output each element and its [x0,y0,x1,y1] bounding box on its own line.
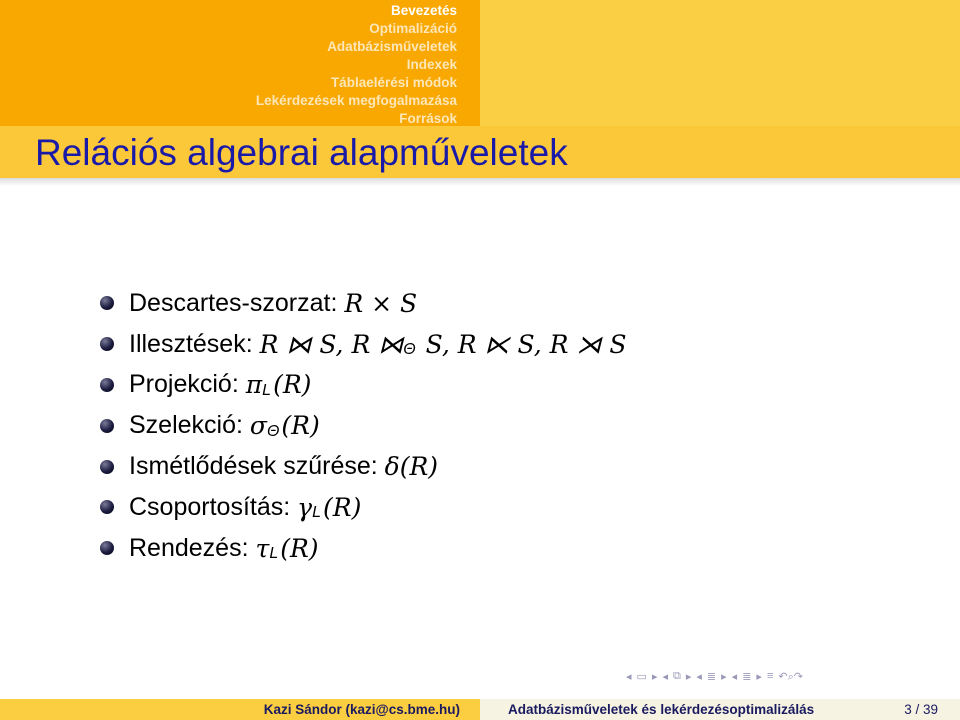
bullet-icon [100,541,114,555]
arrow-right-icon[interactable]: ▸ [756,671,762,683]
section-icon[interactable]: ≣ [706,671,717,683]
bullet-formula: γ [297,492,313,522]
bullet-icon [100,337,114,351]
bullet-subscript: L [269,545,279,563]
bullet-icon [100,378,114,392]
bullet-descartes [100,283,626,324]
bullet-label: Rendezés: [129,533,256,562]
bullet-csoportositas [100,487,626,528]
slide-title: Relációs algebrai alapműveletek [35,132,568,173]
footer [0,699,960,720]
bullet-label: Descartes-szorzat: [129,288,345,317]
bullet-label: Csoportosítás: [129,492,298,521]
bullet-ismetlodesek [100,446,626,487]
arrow-right-icon[interactable]: ▸ [721,671,727,683]
nav-item-lekerdezesek[interactable]: Lekérdezések megfogalmazása [255,93,457,108]
bullet-formula: σ [249,411,267,441]
arrow-right-icon[interactable]: ▸ [651,671,658,683]
bullet-icon [100,296,114,310]
bullet-label: Ismétlődések szűrése: [129,452,385,481]
bullet-icon [100,419,114,433]
bullet-illesztesek [100,324,626,365]
subsection-panel [480,0,960,126]
bullet-projekcio [100,365,626,406]
bullet-subscript: L [262,381,272,399]
bullet-formula: π [245,370,263,400]
arrow-left-icon[interactable]: ◂ [626,671,632,683]
bullet-label: Illesztések: [129,329,260,358]
bullet-formula: τ [255,533,270,563]
bullet-label: Szelekció: [129,411,250,440]
bullet-subscript: Θ [266,422,280,440]
bullet-formula-rest: (R) [273,370,312,400]
nav-item-optimalizacio[interactable]: Optimalizáció [369,21,457,36]
nav-item-adatbazismuveletek[interactable]: Adatbázisműveletek [327,39,457,54]
nav-item-tablaeleresi-modok[interactable]: Táblaelérési módok [330,75,457,90]
search-back-icon[interactable]: ↶⌕↷ [778,671,803,683]
bullet-formula-rest: S, R ⋉ S, R ⋊ S [417,329,627,359]
bullet-formula-rest: (R) [281,411,320,441]
nav-item-bevezetes[interactable]: Bevezetés [390,3,457,18]
frame-icon[interactable]: ▭ [636,671,647,683]
bullet-subscript: L [312,504,321,522]
arrow-left-icon[interactable]: ◂ [731,671,738,683]
footer-author: Kazi Sándor (kazi@cs.bme.hu) [0,699,480,720]
bullet-szelekcio [100,405,626,446]
section-icon[interactable]: ≣ [742,671,752,683]
bullet-icon [100,460,114,474]
footer-info [480,699,960,720]
bullet-formula-rest: (R) [280,533,319,563]
arrow-left-icon[interactable]: ◂ [696,671,702,683]
bullet-formula: R ⋈ S, R ⋈ [259,329,404,359]
bullet-formula: R × S [344,288,418,318]
bullet-formula-rest: (R) [323,492,362,522]
bullet-subscript: Θ [403,341,416,359]
nav-item-forrasok[interactable]: Források [399,111,457,126]
page-number: 3 / 39 [904,702,938,717]
section-navigation [0,0,960,126]
footer-title: Adatbázisműveletek és lekérdezésoptimalizálás [508,702,815,717]
bullet-label: Projekció: [129,370,246,399]
arrow-left-icon[interactable]: ◂ [662,671,668,683]
beamer-navigation-symbols [626,670,803,684]
nav-item-indexek[interactable]: Indexek [406,57,457,72]
bullet-icon [100,500,114,514]
bullet-formula: δ(R) [384,452,439,482]
bullet-rendezes [100,528,626,569]
align-icon[interactable]: ≡ [766,670,774,682]
bullet-list [100,283,626,569]
arrow-right-icon[interactable]: ▸ [685,671,692,683]
subsection-icon[interactable]: ⧉ [673,670,681,682]
title-bar-shadow [0,178,960,186]
section-list [0,0,480,126]
